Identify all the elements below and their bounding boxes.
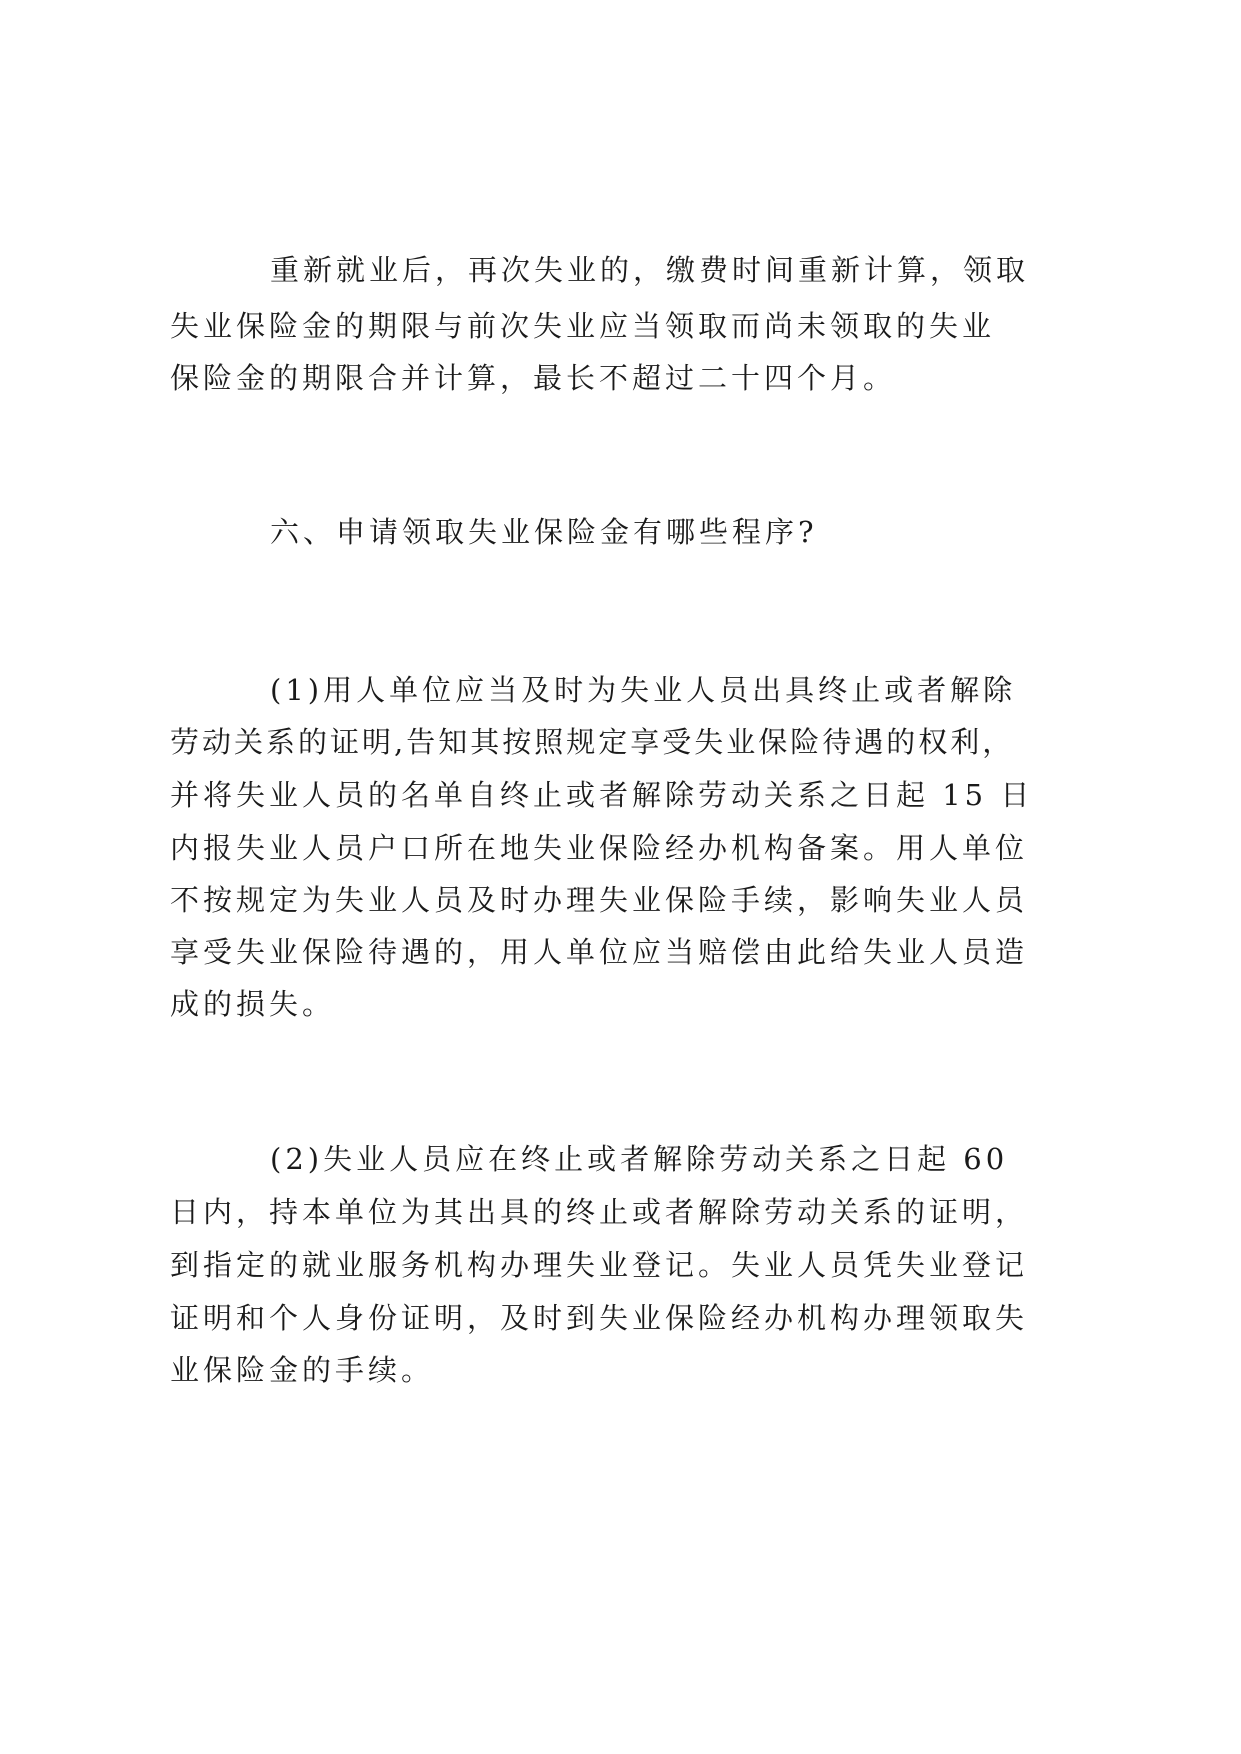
paragraph-3-line-1: (2)失业人员应在终止或者解除劳动关系之日起 60 [270, 1142, 1009, 1176]
paragraph-3-line-5: 业保险金的手续。 [170, 1353, 435, 1387]
paragraph-2-line-6: 享受失业保险待遇的，用人单位应当赔偿由此给失业人员造 [170, 935, 1029, 969]
paragraph-3-line-2: 日内，持本单位为其出具的终止或者解除劳动关系的证明， [170, 1195, 1029, 1229]
paragraph-2-line-4: 内报失业人员户口所在地失业保险经办机构备案。用人单位 [170, 831, 1029, 865]
paragraph-2-line-3: 并将失业人员的名单自终止或者解除劳动关系之日起 15 日 [170, 778, 1034, 812]
paragraph-2-line-5: 不按规定为失业人员及时办理失业保险手续，影响失业人员 [170, 883, 1029, 917]
paragraph-1-line-3: 保险金的期限合并计算，最长不超过二十四个月。 [170, 361, 897, 395]
paragraph-3-line-4: 证明和个人身份证明，及时到失业保险经办机构办理领取失 [170, 1301, 1029, 1335]
paragraph-1-line-2: 失业保险金的期限与前次失业应当领取而尚未领取的失业 [170, 309, 996, 343]
paragraph-2-line-2: 劳动关系的证明,告知其按照规定享受失业保险待遇的权利， [170, 725, 1015, 759]
paragraph-3-line-3: 到指定的就业服务机构办理失业登记。失业人员凭失业登记 [170, 1248, 1029, 1282]
paragraph-1-line-1: 重新就业后，再次失业的，缴费时间重新计算，领取 [270, 253, 1030, 287]
paragraph-2-line-1: (1)用人单位应当及时为失业人员出具终止或者解除 [270, 673, 1017, 707]
paragraph-2-line-7: 成的损失。 [170, 987, 336, 1021]
section-heading: 六、申请领取失业保险金有哪些程序? [270, 515, 818, 549]
